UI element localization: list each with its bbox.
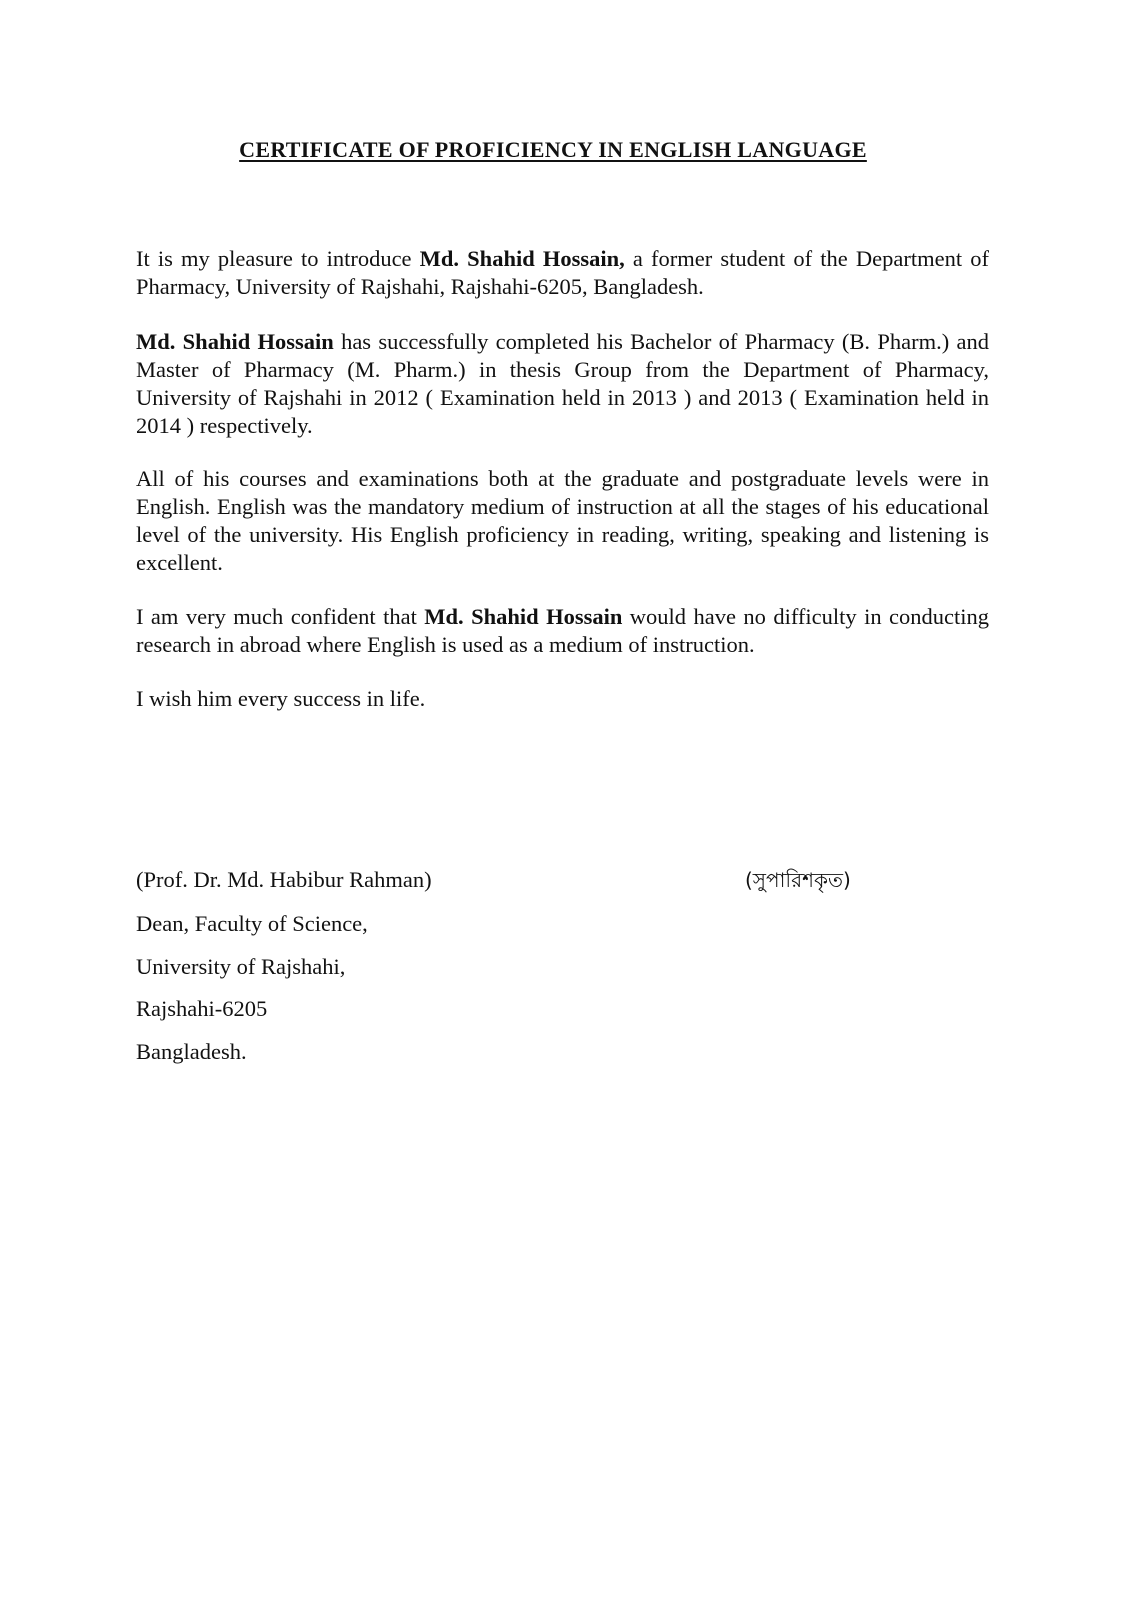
confidence-text-before: I am very much confident that: [136, 604, 425, 629]
degree-paragraph: [136, 328, 989, 440]
student-name: Md. Shahid Hossain: [424, 604, 623, 629]
recommended-label: (সুপারিশকৃত): [745, 868, 851, 892]
signatory-title: Dean, Faculty of Science,: [136, 911, 368, 936]
confidence-paragraph: [136, 603, 989, 659]
intro-text-before: It is my pleasure to introduce: [136, 246, 420, 271]
intro-paragraph: [136, 245, 989, 301]
confidence-text-after: would have no difficulty in conducting research in abroad where English is used as a medium of instruction.: [136, 604, 990, 657]
wishes-paragraph: I wish him every success in life.: [136, 686, 426, 711]
signatory-country: Bangladesh.: [136, 1039, 247, 1064]
degree-text: has successfully completed his Bachelor of Pharmacy (B. Pharm.) and Master of Pharmacy (M. Pharm.) in thesis Group from the Department of Pharmacy, University of Rajshahi in 2012 ( Examination held in 2013 ) and 2013 ( Examination held in 2014 ) respectively.: [136, 329, 989, 438]
signatory-name: (Prof. Dr. Md. Habibur Rahman): [136, 867, 432, 892]
intro-text-after: a former student of the Department of Pharmacy, University of Rajshahi, Rajshahi-6205, Bangladesh.: [136, 246, 989, 299]
signatory-university: University of Rajshahi,: [136, 954, 346, 979]
student-name: Md. Shahid Hossain,: [419, 246, 625, 271]
certificate-title: CERTIFICATE OF PROFICIENCY IN ENGLISH LANGUAGE: [239, 137, 867, 162]
signatory-city: Rajshahi-6205: [136, 996, 268, 1021]
student-name: Md. Shahid Hossain: [136, 329, 334, 354]
medium-paragraph: All of his courses and examinations both at the graduate and postgraduate levels were in English. English was the mandatory medium of instruction at all the stages of his educational level of the university. His English proficiency in reading, writing, speaking and listening is excellent.: [136, 466, 989, 575]
